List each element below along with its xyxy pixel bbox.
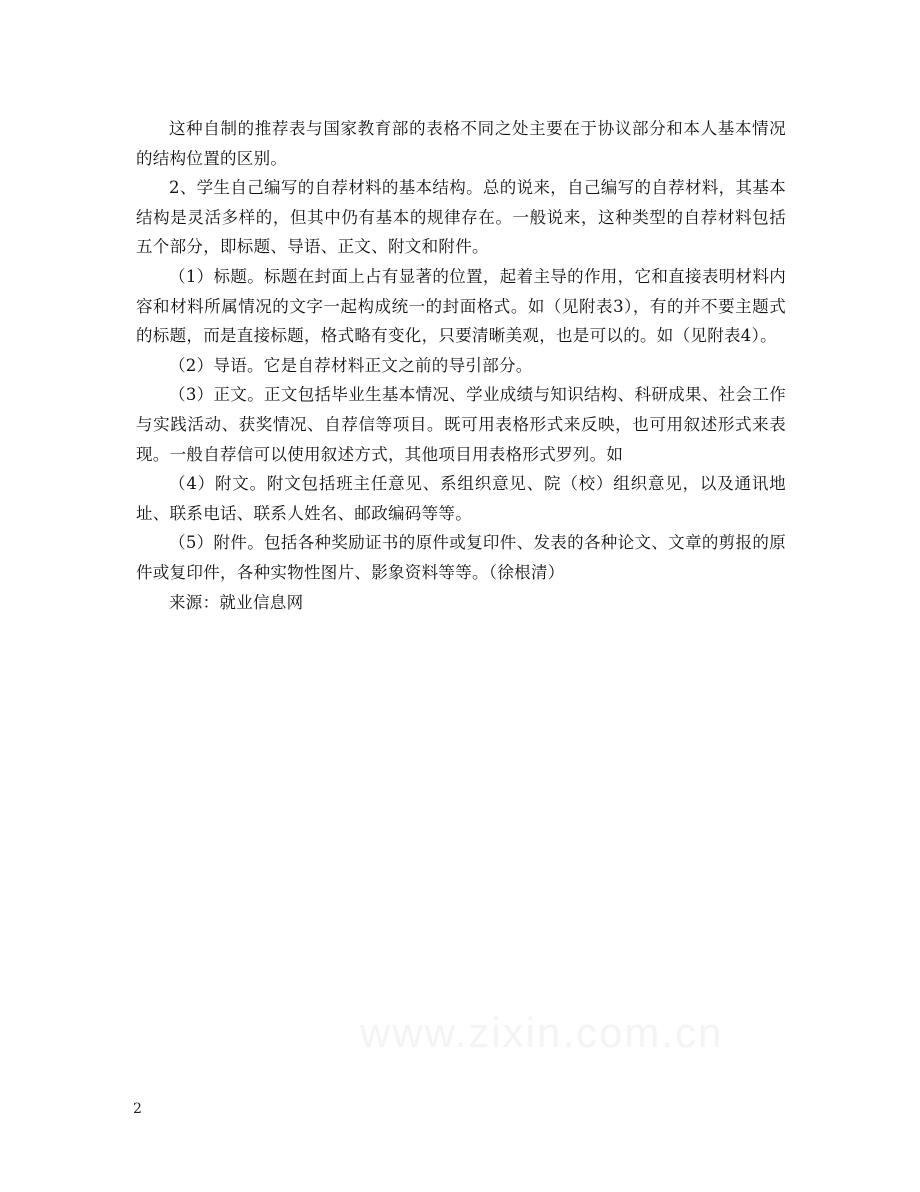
watermark-text: www.zixin.com.cn [360,1009,724,1056]
paragraph-main-text-section: （3）正文。正文包括毕业生基本情况、学业成绩与知识结构、科研成果、社会工作与实践活动、获奖情况、自荐信等项目。既可用表格形式来反映，也可用叙述形式来表现。一般自荐信可以使用叙述方式，其他项目用表格形式罗列。如 [136,385,786,464]
paragraph-attachments-section: （5）附件。包括各种奖励证书的原件或复印件、发表的各种论文、文章的剪报的原件或复印件，各种实物性图片、影象资料等等。（徐根清） [136,533,786,582]
source-line: 来源：就业信息网 [169,592,304,612]
paragraph-title-section: （1）标题。标题在封面上占有显著的位置，起着主导的作用，它和直接表明材料内容和材料所属情况的文字一起构成统一的封面格式。如（见附表3），有的并不要主题式的标题，而是直接标题，格式略有变化，只要清晰美观，也是可以的。如（见附表4）。 [136,266,786,346]
paragraph-appendix-text-section: （4）附文。附文包括班主任意见、系组织意见、院（校）组织意见，以及通讯地址、联系电话、联系人姓名、邮政编码等等。 [136,474,786,523]
page-number: 2 [133,1101,142,1117]
paragraph-self-written-structure: 2、学生自己编写的自荐材料的基本结构。总的说来，自己编写的自荐材料，其基本结构是灵活多样的，但其中仍有基本的规律存在。一般说来，这种类型的自荐材料包括五个部分，即标题、导语、正文、附文和附件。 [136,178,786,257]
paragraph-recommendation-form-difference: 这种自制的推荐表与国家教育部的表格不同之处主要在于协议部分和本人基本情况的结构位置的区别。 [136,119,786,168]
paragraph-introduction-section: （2）导语。它是自荐材料正文之前的导引部分。 [169,355,533,375]
document-body [136,114,786,617]
